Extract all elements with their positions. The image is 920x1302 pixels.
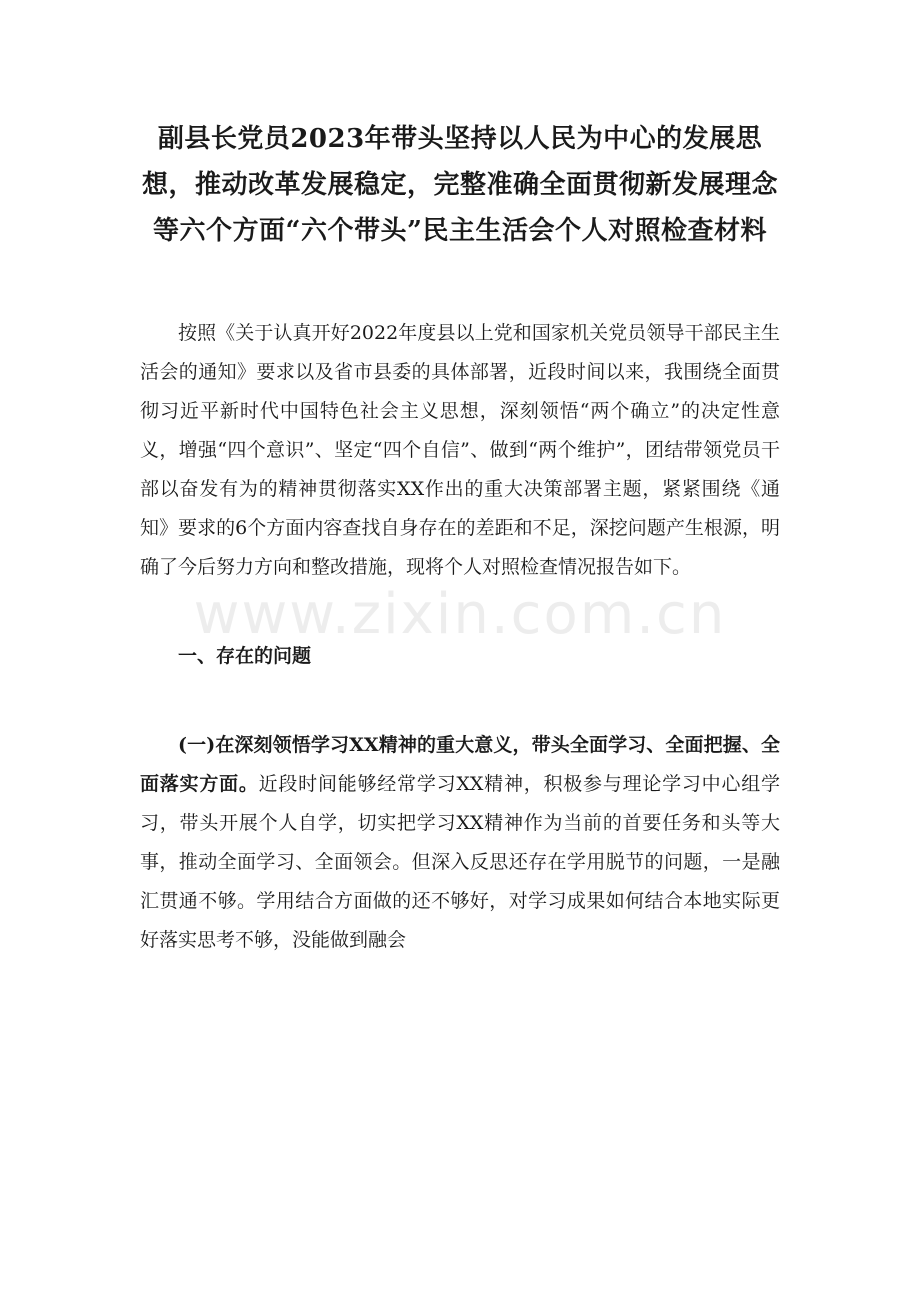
section-heading: 一、存在的问题 bbox=[178, 645, 312, 667]
subsection-lead: (一)在深刻领悟学习XX精神的重大意义，带头全面学习、全面把握、全面落实方面。 bbox=[140, 734, 780, 795]
intro-paragraph: 按照《关于认真开好2022年度县以上党和国家机关党员领导干部民主生活会的通知》要求以及省市县委的具体部署，近段时间以来，我围绕全面贯彻习近平新时代中国特色社会主义思想，深刻领悟“两个确立”的决定性意义，增强“四个意识”、坚定“四个自信”、做到“两个维护”，团结带领党员干部以奋发有为的精神贯彻落实XX作出的重大决策部署主题，紧紧围绕《通知》要求的6个方面内容查找自身存在的差距和不足，深挖问题产生根源，明确了今后努力方向和整改措施，现将个人对照检查情况报告如下。 bbox=[140, 322, 780, 578]
document-title: 副县长党员2023年带头坚持以人民为中心的发展思想，推动改革发展稳定，完整准确全面贯彻新发展理念等六个方面“六个带头”民主生活会个人对照检查材料 bbox=[141, 124, 778, 246]
subsection-body: 近段时间能够经常学习XX精神，积极参与理论学习中心组学习，带头开展个人自学，切实把学习XX精神作为当前的首要任务和头等大事，推动全面学习、全面领会。但深入反思还存在学用脱节的问题，一是融汇贯通不够。学用结合方面做的还不够好，对学习成果如何结合本地实际更好落实思考不够，没能做到融会 bbox=[140, 773, 780, 951]
subsection-paragraph bbox=[140, 726, 780, 960]
watermark-text: www.zixin.com.cn bbox=[193, 582, 727, 647]
